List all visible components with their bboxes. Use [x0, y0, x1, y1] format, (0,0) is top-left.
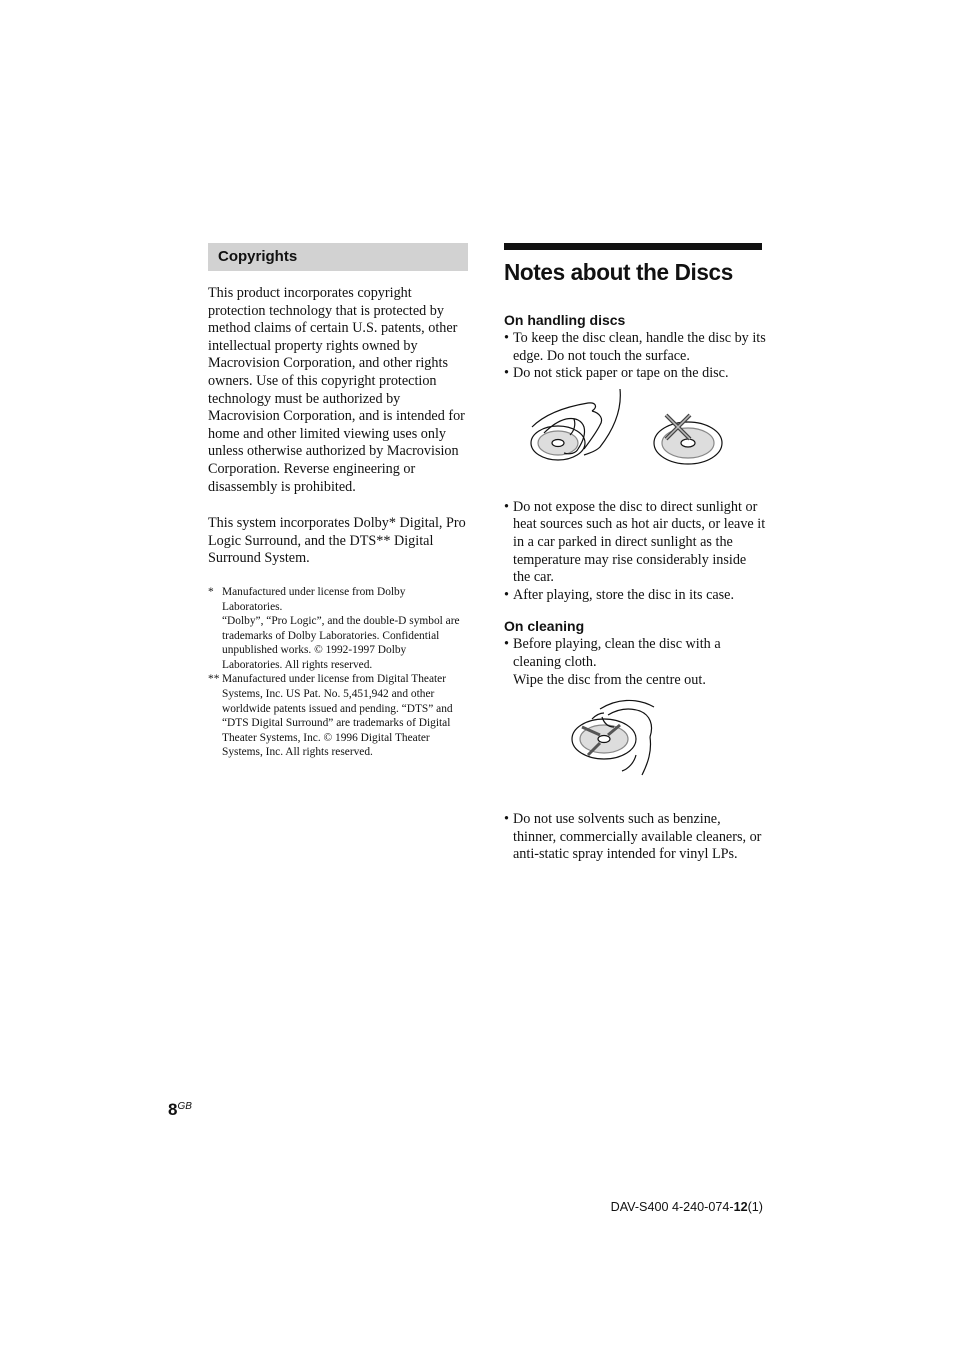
footnote-dts: [208, 672, 468, 760]
disc-handling-illustration: [504, 389, 766, 489]
page-number: $8^{GB}$: [168, 1100, 192, 1119]
title-rule: [504, 243, 762, 250]
cleaning-list-a: [504, 636, 766, 689]
footnote-text: Manufactured under license from Dolby Laboratories.: [222, 585, 406, 613]
list-item: • Do not use solvents such as benzine, thinner, commercially available cleaners, or anti-static spray intended for vinyl LPs.: [504, 811, 766, 864]
footnotes: [208, 585, 468, 760]
list-item: • Do not expose the disc to direct sunlight or heat sources such as hot air ducts, or leave it in a car parked in direct sunlight as the temperature may rise considerably inside the car.: [504, 499, 766, 587]
list-item: • Before playing, clean the disc with a cleaning cloth. Wipe the disc from the centre out.: [504, 636, 766, 689]
left-column: [208, 243, 468, 760]
footnote-text: Manufactured under license from Digital Theater Systems, Inc. US Pat. No. 5,451,942 and other worldwide patents issued and pending. “DTS” and “DTS Digital Surround” are trademarks of Digital Theater Systems, Inc. © 1996 Digital Theater Systems, Inc. All rights reserved.: [222, 673, 453, 759]
cleaning-heading: On cleaning: [504, 618, 585, 635]
page-title: Notes about the Discs: [504, 259, 733, 285]
model-code: DAV-S400 4-240-074-12(1): [610, 1200, 763, 1214]
footnote-dolby: [208, 585, 468, 673]
right-column: [504, 243, 766, 864]
list-item-continuation: Wipe the disc from the centre out.: [513, 671, 706, 688]
footnote-mark: **: [208, 673, 220, 686]
handling-heading: On handling discs: [504, 312, 626, 328]
cleaning-list-b: [504, 811, 766, 864]
list-item: • Do not stick paper or tape on the disc.: [504, 365, 766, 383]
list-item: • After playing, store the disc in its case.: [504, 587, 766, 605]
list-item: • To keep the disc clean, handle the disc by its edge. Do not touch the surface.: [504, 330, 766, 365]
copyright-paragraph: This product incorporates copyright protection technology that is protected by method claims of certain U.S. patents, other intellectual property rights owned by Macrovision Corporation, and other rights owners. Use of this copyright protection technology must be authorized by Macrovision Corporation, and is intended for home and other limited viewing uses only unless otherwise authorized by Macrovision Corporation. Reverse engineering or disassembly is prohibited.: [208, 285, 465, 495]
disc-cleaning-illustration: [504, 697, 766, 779]
handling-list-a: [504, 330, 766, 383]
copyrights-heading: Copyrights: [208, 243, 468, 271]
handling-list-b: [504, 499, 766, 605]
footnote-mark: *: [208, 585, 214, 598]
footnote-text: “Dolby”, “Pro Logic”, and the double-D symbol are trademarks of Dolby Laboratories. Confidential unpublished works. © 1992-1997 Dolby Laboratories. All rights reserved.: [222, 615, 460, 671]
dolby-dts-paragraph: This system incorporates Dolby* Digital, Pro Logic Surround, and the DTS** Digital Surround System.: [208, 515, 466, 567]
